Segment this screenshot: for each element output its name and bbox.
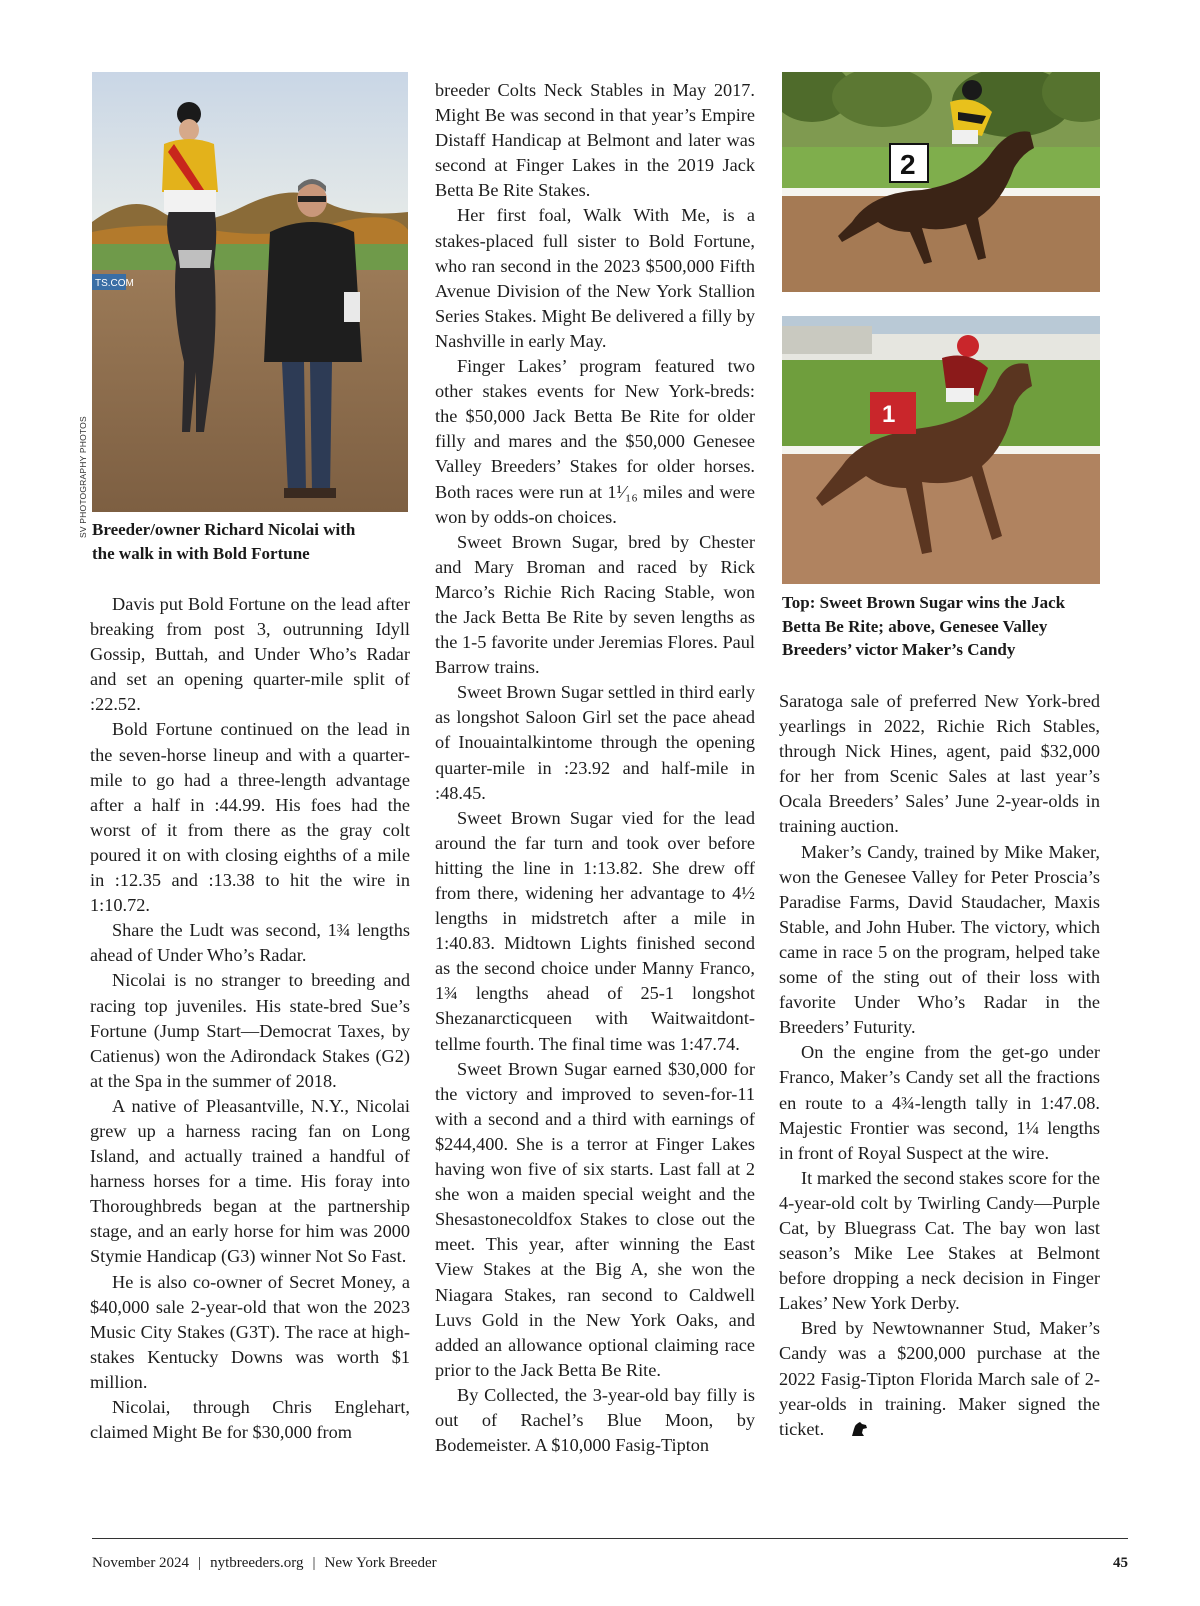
paragraph: Sweet Brown Sugar earned $30,000 for the victory and improved to seven-for-11 with a second and a third with earnings of $244,400. She is a terror at Finger Lakes having won five of six starts. Last fall at 2 she won a maiden special weight and the Shesastonecoldfox Stakes to close out the meet. This year, after winning the East View Stakes at the Big A, she won the Niagara Stakes, ran second to Caldwell Luvs Gold in the New York Oaks, and added an allowance optional claiming race prior to the Jack Betta Be Rite. (435, 1058, 755, 1380)
paragraph: Her first foal, Walk With Me, is a stakes-placed full sister to Bold Fortune, who ran second in the 2023 $500,000 Fifth Avenue Division of the New York Stallion Series Stakes. Might Be delivered a filly by Nashville in early May. (435, 205, 755, 351)
paragraph: Davis put Bold Fortune on the lead after breaking from post 3, outrunning Idyll Gossip, Buttah, and Under Who’s Radar and set an opening quarter-mile split of :22.52. (90, 594, 410, 715)
paragraph-last (779, 1316, 1100, 1443)
caption-line: the walk in with Bold Fortune (92, 543, 310, 563)
footer-publication: New York Breeder (324, 1555, 437, 1571)
photo-sweet-brown-sugar (782, 72, 1100, 292)
paragraph: Sweet Brown Sugar vied for the lead around the far turn and took over before hitting the line in 1:13.82. She drew off from there, widening her advantage to 4½ lengths in midstretch after a mile in 1:40.83. Midtown Lights finished second as the second choice under Manny Franco, 1¾ lengths ahead of 25-1 longshot Shezanarcticqueen with Waitwaitdonttellme fourth. The final time was 1:47.74. (435, 807, 755, 1054)
footer (92, 1555, 437, 1572)
paragraph-continued: breeder Colts Neck Stables in May 2017. Might Be was second in that year’s Empire Distaff Handicap at Belmont and later was second at Finger Lakes in the 2019 Jack Betta Be Rite Stakes. (435, 80, 755, 201)
paragraph: It marked the second stakes score for the 4-year-old colt by Twirling Candy—Purple Cat, by Bluegrass Cat. The bay won last season’s Mike Lee Stakes at Belmont before dropping a neck decision in Finger Lakes’ New York Derby. (779, 1167, 1100, 1314)
footer-site: nytbreeders.org (210, 1555, 304, 1571)
caption-line: Top: Sweet Brown Sugar wins the Jack (782, 593, 1066, 612)
paragraph: Share the Ludt was second, 1¾ lengths ahead of Under Who’s Radar. (90, 920, 410, 966)
caption-line: Betta Be Rite; above, Genesee Valley (782, 616, 1048, 636)
paragraph: Finger Lakes’ program featured two other stakes events for New York-breds: the $50,000 Jack Betta Be Rite for older filly and mares and the $50,000 Genesee Valley Breeders’ Stakes for older horses. Both races were run at 1¹⁄₁₆ miles and were won by odds-on choices. (435, 356, 755, 527)
photo-image (782, 316, 1100, 584)
footer-separator: | (198, 1555, 202, 1571)
paragraph: Nicolai, through Chris Englehart, claimed Might Be for $30,000 from (90, 1397, 410, 1443)
photo-image (782, 72, 1100, 292)
paragraph: He is also co-owner of Secret Money, a $40,000 sale 2-year-old that won the 2023 Music City Stakes (G3T). The race at high-stakes Kentucky Downs was worth $1 million. (90, 1271, 410, 1392)
paragraph: Nicolai is no stranger to breeding and racing top juveniles. His state-bred Sue’s Fortune (Jump Start—Democrat Taxes, by Catienus) won the Adirondack Stakes (G2) at the Spa in the summer of 2018. (90, 970, 410, 1091)
photo-image (92, 72, 408, 512)
footer-separator: | (312, 1555, 316, 1571)
article-column-3 (779, 689, 1100, 1444)
page-number: 45 (1113, 1555, 1128, 1571)
saddlecloth-number: 1 (882, 401, 896, 428)
caption-line: Breeder/owner Richard Nicolai with (92, 520, 356, 539)
paragraph: Maker’s Candy, trained by Mike Maker, won the Genesee Valley for Peter Proscia’s Paradise Farms, David Staudacher, Maxis Stable, and John Huber. The victory, which came in race 5 on the program, helped take some of the sting out of their loss with favorite Under Who’s Radar in the Breeders’ Futurity. (779, 841, 1100, 1038)
paragraph: By Collected, the 3-year-old bay filly is out of Rachel’s Blue Moon, by Bodemeister. A $10,000 Fasig-Tipton (435, 1384, 755, 1456)
paragraph: Bold Fortune continued on the lead in the seven-horse lineup and with a quarter-mile to go had a three-length advantage after a half in :44.99. His foes had the worst of it from there as the gray colt poured it on with closing eighths of a mile in :12.35 and :13.38 to hit the wire in 1:10.72. (90, 719, 410, 916)
photo-credit: SV PHOTOGRAPHY PHOTOS (78, 416, 88, 538)
photo-makers-candy (782, 316, 1100, 584)
article-column-2 (435, 78, 755, 1458)
left-photo-caption (92, 518, 408, 565)
paragraph: A native of Pleasantville, N.Y., Nicolai grew up a harness racing fan on Long Island, and actually trained a handful of harness horses for a time. His foray into Thoroughbreds began at the partnership stage, and an early horse for him was 2000 Stymie Handicap (G3) winner Not So Fast. (90, 1095, 410, 1267)
paragraph-continued: Saratoga sale of preferred New York-bred yearlings in 2022, Richie Rich Stables, through Nick Hines, agent, paid $32,000 for her from Scenic Sales at last year’s Ocala Breeders’ Sales’ June 2-year-olds in training auction. (779, 691, 1100, 837)
paragraph: Sweet Brown Sugar settled in third early as longshot Saloon Girl set the pace ahead of Inouaintalkintome through the opening quarter-mile in :23.92 and half-mile in :48.45. (435, 682, 755, 803)
right-photo-caption (782, 591, 1100, 662)
article-column-1 (90, 592, 410, 1445)
paragraph: Sweet Brown Sugar, bred by Chester and Mary Broman and raced by Rick Marco’s Richie Rich Racing Stable, won the Jack Betta Be Rite by seven lengths as the 1-5 favorite under Jeremias Flores. Paul Barrow trains. (435, 531, 755, 678)
footer-rule (92, 1538, 1128, 1539)
photo-nicolai-bold-fortune (92, 72, 408, 512)
paragraph-text: Bred by Newtownanner Stud, Maker’s Candy was a $200,000 purchase at the 2022 Fasig-Tipton Florida March sale of 2-year-olds in training. Maker signed the ticket. (779, 1318, 1100, 1439)
saddlecloth-number: 2 (900, 149, 916, 180)
footer-month: November 2024 (92, 1555, 190, 1571)
paragraph: On the engine from the get-go under Franco, Maker’s Candy set all the fractions en route to a 4¾-length tally in 1:47.08. Majestic Frontier was second, 1¼ lengths in front of Royal Suspect at the wire. (779, 1042, 1100, 1163)
caption-line: Breeders’ victor Maker’s Candy (782, 640, 1016, 659)
tote-board-text: TS.COM (95, 278, 134, 289)
horse-head-icon (828, 1419, 868, 1444)
